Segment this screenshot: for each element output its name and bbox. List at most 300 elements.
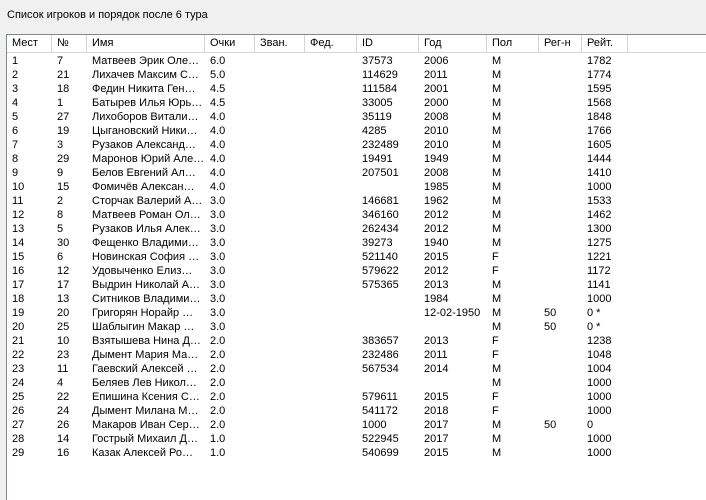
cell-id [357,320,419,334]
table-row[interactable] [7,194,706,208]
cell-points: 3.0 [210,307,226,319]
cell-place: 29 [12,447,25,459]
table-row[interactable] [7,320,706,334]
cell-place: 14 [12,237,25,249]
cell-number: 24 [57,405,70,417]
cell-year: 2006 [424,55,449,67]
cell-federation [305,208,357,222]
cell-place: 25 [12,391,25,403]
cell-place: 20 [12,321,25,333]
cell-sex: M [492,55,502,67]
cell-federation [305,250,357,264]
cell-title [255,124,305,138]
cell-sex: M [492,125,502,137]
cell-place: 26 [12,405,25,417]
cell-title [255,236,305,250]
cell-year: 2015 [424,447,449,459]
cell-number: 11 [57,363,69,375]
cell-federation [305,222,357,236]
cell-sex: M [492,139,502,151]
cell-sex: F [492,349,499,361]
column-header-number[interactable]: № [52,35,87,52]
cell-place: 9 [12,167,19,179]
cell-name: Епишина Ксения С… [92,391,200,403]
cell-place: 24 [12,377,25,389]
cell-points: 3.0 [210,251,226,263]
cell-name: Матвеев Эрик Оле… [92,55,200,67]
cell-name: Взятышева Нина Д… [92,335,201,347]
cell-points: 4.5 [210,83,226,95]
cell-year: 12-02-1950 [424,307,481,319]
cell-federation [305,376,357,390]
cell-points: 3.0 [210,265,226,277]
cell-region [539,236,582,250]
cell-number: 10 [57,335,70,347]
cell-title [255,390,305,404]
cell-place: 18 [12,293,25,305]
cell-points: 3.0 [210,195,226,207]
cell-points: 2.0 [210,363,226,375]
cell-title [255,166,305,180]
cell-points: 2.0 [210,419,226,431]
cell-year: 2015 [424,251,449,263]
cell-title [255,96,305,110]
cell-year: 1949 [424,153,449,165]
cell-title [255,362,305,376]
cell-number: 3 [57,139,64,151]
cell-place: 7 [12,139,19,151]
cell-year: 2018 [424,405,449,417]
cell-federation [305,418,357,432]
cell-federation [305,194,357,208]
cell-points: 4.5 [210,97,226,109]
cell-region [539,334,582,348]
cell-id: 540699 [362,447,399,459]
cell-sex: F [492,251,499,263]
cell-title [255,222,305,236]
table-row[interactable] [7,278,706,292]
cell-id: 232486 [362,349,399,361]
table-row[interactable] [7,110,706,124]
cell-name: Лихачев Максим С… [92,69,199,81]
cell-rating: 1000 [587,377,612,389]
table-row[interactable] [7,124,706,138]
cell-rating: 1774 [587,69,612,81]
cell-title [255,68,305,82]
cell-name: Маронов Юрий Але… [92,153,205,165]
cell-points: 4.0 [210,181,226,193]
cell-year [419,320,487,334]
cell-name: Казак Алексей Ро… [92,447,194,459]
cell-id: 575365 [362,279,399,291]
cell-title [255,250,305,264]
cell-id: 35119 [362,111,392,123]
column-header-region[interactable]: Рег-н [539,35,582,52]
table-row[interactable] [7,348,706,362]
cell-id: 541172 [362,405,398,417]
cell-region [539,166,582,180]
cell-number: 4 [57,377,64,389]
cell-number: 20 [57,307,70,319]
cell-year: 1984 [424,293,449,305]
cell-federation [305,236,357,250]
table-row[interactable] [7,306,706,320]
cell-name: Шаблыгин Макар … [92,321,195,333]
cell-name: Фещенко Владими… [92,237,199,249]
cell-federation [305,138,357,152]
table-row[interactable] [7,166,706,180]
cell-place: 12 [12,209,25,221]
cell-id: 522945 [362,433,399,445]
cell-sex: M [492,69,502,81]
cell-place: 6 [12,125,19,137]
cell-sex: F [492,405,499,417]
cell-region [539,138,582,152]
table-row[interactable] [7,222,706,236]
cell-rating: 1172 [587,265,611,277]
cell-place: 28 [12,433,25,445]
cell-name: Удовыченко Елиз… [92,265,193,277]
cell-place: 17 [12,279,25,291]
table-row[interactable] [7,376,706,390]
cell-sex: M [492,293,502,305]
cell-place: 19 [12,307,25,319]
cell-points: 3.0 [210,279,226,291]
cell-name: Федин Никита Ген… [92,83,196,95]
cell-year: 1985 [424,181,449,193]
cell-federation [305,54,357,68]
cell-rating: 1410 [587,167,612,179]
cell-number: 5 [57,223,64,235]
cell-rating: 1462 [587,209,612,221]
table-header [7,35,706,53]
cell-sex: M [492,363,502,375]
cell-number: 18 [57,83,70,95]
cell-points: 4.0 [210,167,226,179]
cell-sex: M [492,111,502,123]
cell-name: Лихоборов Витали… [92,111,199,123]
cell-number: 22 [57,391,70,403]
cell-points: 2.0 [210,405,226,417]
cell-federation [305,334,357,348]
cell-region [539,222,582,236]
cell-federation [305,362,357,376]
cell-points: 4.0 [210,139,226,151]
table-row[interactable] [7,152,706,166]
cell-rating: 1000 [587,391,612,403]
cell-id: 521140 [362,251,398,263]
table-row[interactable] [7,250,706,264]
cell-year: 2008 [424,111,449,123]
cell-federation [305,320,357,334]
cell-title [255,320,305,334]
cell-sex: M [492,83,502,95]
cell-id: 262434 [362,223,399,235]
cell-year: 2010 [424,125,449,137]
cell-federation [305,68,357,82]
column-header-name[interactable]: Имя [87,35,205,52]
cell-points: 1.0 [210,433,226,445]
cell-title [255,418,305,432]
cell-id: 383657 [362,335,399,347]
cell-year: 2001 [424,83,449,95]
cell-points: 4.0 [210,111,226,123]
cell-id: 37573 [362,55,393,67]
cell-sex: M [492,237,502,249]
cell-number: 8 [57,209,64,221]
table-row[interactable] [7,138,706,152]
cell-rating: 1221 [587,251,612,263]
table-row[interactable] [7,82,706,96]
cell-name: Рузаков Илья Алек… [92,223,201,235]
cell-id: 39273 [362,237,393,249]
cell-rating: 1238 [587,335,612,347]
cell-sex: M [492,377,502,389]
cell-year: 2012 [424,265,449,277]
cell-rating: 1848 [587,111,612,123]
cell-year: 2017 [424,433,449,445]
cell-number: 13 [57,293,70,305]
cell-id: 1000 [362,419,387,431]
cell-place: 27 [12,419,25,431]
cell-rating: 1444 [587,153,612,165]
cell-id: 579622 [362,265,399,277]
cell-region [539,208,582,222]
cell-region [539,348,582,362]
cell-title [255,432,305,446]
cell-id: 114629 [362,69,398,81]
cell-id: 111584 [362,83,398,95]
cell-place: 13 [12,223,25,235]
cell-rating: 1595 [587,83,612,95]
cell-id: 232489 [362,139,399,151]
cell-id: 579611 [362,391,398,403]
table-row[interactable] [7,68,706,82]
cell-id: 4285 [362,125,387,137]
cell-name: Белов Евгений Ал… [92,167,196,179]
cell-federation [305,348,357,362]
cell-name: Дымент Милана М… [92,405,199,417]
cell-points: 3.0 [210,293,226,305]
cell-points: 3.0 [210,209,226,221]
cell-rating: 1275 [587,237,612,249]
cell-name: Фомичёв Алексан… [92,181,195,193]
cell-name: Новинская София … [92,251,200,263]
cell-place: 8 [12,153,19,165]
cell-name: Григорян Норайр … [92,307,194,319]
cell-title [255,376,305,390]
cell-region [539,446,582,460]
cell-id: 207501 [362,167,399,179]
players-table[interactable] [6,34,706,500]
cell-number: 19 [57,125,70,137]
cell-id: 346160 [362,209,399,221]
cell-title [255,278,305,292]
cell-year: 2010 [424,139,449,151]
cell-points: 2.0 [210,391,226,403]
cell-name: Рузаков Александ… [92,139,196,151]
cell-number: 27 [57,111,70,123]
column-header-place[interactable]: Мест [7,35,52,52]
table-row[interactable] [7,236,706,250]
cell-id [357,306,419,320]
cell-number: 7 [57,55,64,67]
table-row[interactable] [7,362,706,376]
cell-region [539,54,582,68]
table-row[interactable] [7,96,706,110]
cell-rating: 1000 [587,405,612,417]
table-row[interactable] [7,292,706,306]
cell-sex: M [492,419,502,431]
cell-year: 2000 [424,97,449,109]
cell-points: 5.0 [210,69,226,81]
cell-number: 9 [57,167,64,179]
table-row[interactable] [7,334,706,348]
cell-federation [305,264,357,278]
cell-title [255,292,305,306]
cell-rating: 1533 [587,195,612,207]
cell-rating: 1141 [587,279,611,291]
cell-federation [305,124,357,138]
cell-region [539,264,582,278]
window-title: Список игроков и порядок после 6 тура [7,9,208,21]
cell-points: 3.0 [210,321,226,333]
cell-number: 30 [57,237,70,249]
cell-rating: 0 * [587,321,601,333]
table-row[interactable] [7,264,706,278]
cell-points: 1.0 [210,447,226,459]
column-header-title[interactable]: Зван. [255,35,305,52]
cell-title [255,264,305,278]
cell-place: 22 [12,349,25,361]
cell-number: 25 [57,321,70,333]
cell-region [539,96,582,110]
cell-year: 2013 [424,279,449,291]
cell-points: 6.0 [210,55,226,67]
cell-id [357,180,419,194]
cell-year: 2013 [424,335,449,347]
cell-place: 2 [12,69,19,81]
cell-id: 146681 [362,195,399,207]
cell-region [539,110,582,124]
cell-year: 2017 [424,419,449,431]
cell-region [539,180,582,194]
cell-rating: 0 [587,419,594,431]
column-header-federation[interactable]: Фед. [305,35,357,52]
cell-points: 2.0 [210,349,226,361]
cell-title [255,334,305,348]
cell-place: 1 [12,55,19,67]
table-row[interactable] [7,180,706,194]
cell-federation [305,390,357,404]
table-row[interactable] [7,432,706,446]
cell-title [255,110,305,124]
column-header-year[interactable]: Год [419,35,487,52]
cell-id: 19491 [362,153,393,165]
table-row[interactable] [7,208,706,222]
cell-id [357,376,419,390]
table-row[interactable] [7,446,706,460]
cell-sex: M [492,321,502,333]
cell-title [255,194,305,208]
column-header-id[interactable]: ID [357,35,419,52]
cell-region [539,152,582,166]
cell-id: 567534 [362,363,399,375]
column-header-rating[interactable]: Рейт. [582,35,628,52]
cell-year [419,376,487,390]
column-header-points[interactable]: Очки [205,35,255,52]
cell-year: 2012 [424,223,449,235]
cell-federation [305,432,357,446]
cell-sex: F [492,265,499,277]
cell-year: 2011 [424,69,448,81]
cell-year: 2008 [424,167,449,179]
cell-number: 23 [57,349,70,361]
cell-number: 29 [57,153,70,165]
cell-place: 15 [12,251,25,263]
cell-rating: 1605 [587,139,612,151]
cell-region [539,390,582,404]
table-body [7,54,706,460]
cell-federation [305,82,357,96]
cell-points: 3.0 [210,223,226,235]
cell-year: 2014 [424,363,449,375]
cell-federation [305,278,357,292]
table-row[interactable] [7,54,706,68]
column-header-sex[interactable]: Пол [487,35,539,52]
cell-place: 21 [12,335,25,347]
cell-id: 33005 [362,97,393,109]
cell-name: Ситников Владими… [92,293,201,305]
cell-federation [305,446,357,460]
cell-name: Гострый Михаил Д… [92,433,198,445]
cell-sex: M [492,447,502,459]
cell-title [255,348,305,362]
cell-sex: M [492,209,502,221]
cell-name: Макаров Иван Сер… [92,419,200,431]
cell-sex: M [492,97,502,109]
cell-sex: M [492,153,502,165]
cell-name: Сторчак Валерий А… [92,195,203,207]
table-row[interactable] [7,404,706,418]
cell-name: Батырев Илья Юрь… [92,97,203,109]
cell-number: 16 [57,447,70,459]
cell-rating: 1004 [587,363,612,375]
cell-title [255,54,305,68]
cell-number: 15 [57,181,70,193]
cell-points: 2.0 [210,377,226,389]
cell-number: 12 [57,265,70,277]
cell-region [539,362,582,376]
cell-rating: 1000 [587,433,612,445]
cell-points: 3.0 [210,237,226,249]
table-row[interactable] [7,390,706,404]
cell-region [539,432,582,446]
cell-year: 2012 [424,209,449,221]
cell-points: 2.0 [210,335,226,347]
cell-federation [305,166,357,180]
cell-place: 16 [12,265,25,277]
cell-region [539,292,582,306]
cell-name: Цыгановский Ники… [92,125,198,137]
table-row[interactable] [7,418,706,432]
cell-federation [305,306,357,320]
cell-place: 23 [12,363,25,375]
cell-region [539,376,582,390]
cell-region [539,194,582,208]
cell-place: 11 [12,195,24,207]
cell-name: Матвеев Роман Ол… [92,209,201,221]
